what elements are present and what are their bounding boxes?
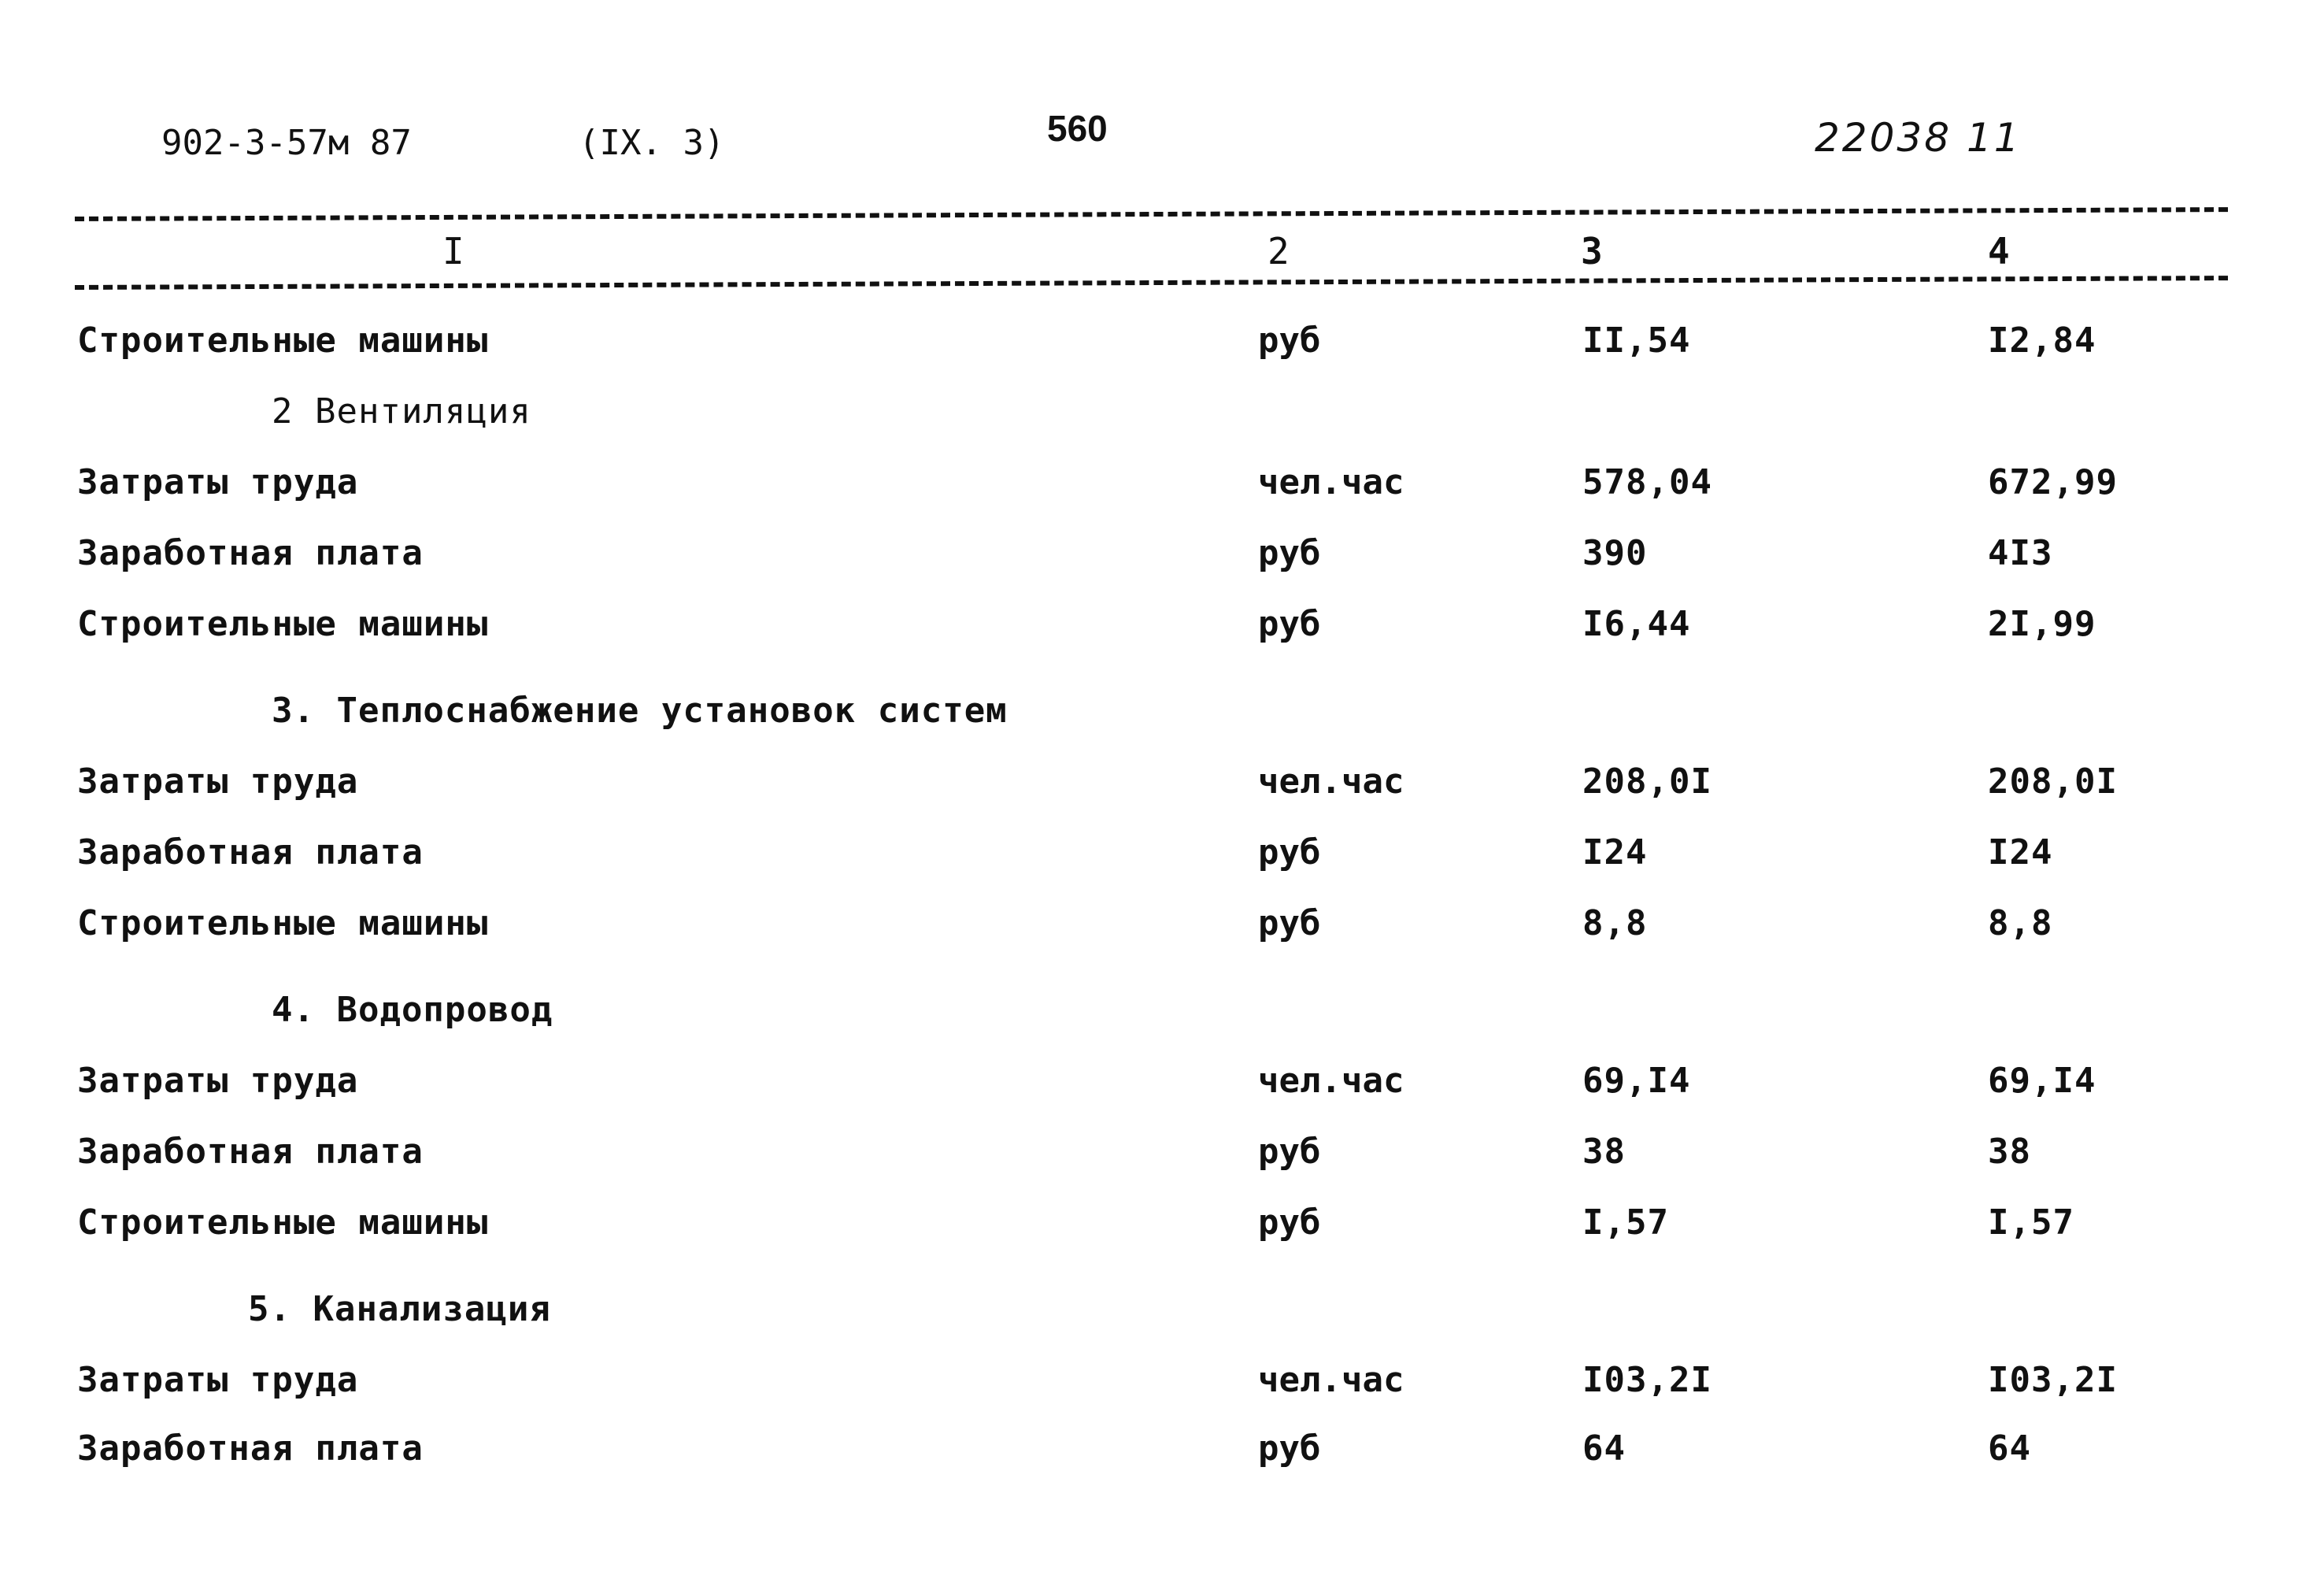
row-name: Заработная плата [77,1132,424,1172]
row-name: Строительные машины [77,1202,489,1243]
row-value-col3: 69,I4 [1582,1061,1691,1101]
row-value-col4: I24 [1988,832,2053,873]
table-row [0,317,2324,365]
row-value-col3: I24 [1582,832,1648,873]
section-reference: (IX. 3) [579,123,725,163]
table-row [0,1357,2324,1404]
row-value-col3: 578,04 [1582,462,1712,502]
table-row [0,1425,2324,1473]
row-unit: руб [1258,903,1321,943]
table-row [0,1199,2324,1247]
row-value-col3: 64 [1582,1428,1626,1469]
row-value-col3: 390 [1582,533,1648,573]
row-value-col4: 208,0I [1988,761,2118,802]
row-unit: чел.час [1258,761,1404,802]
column-number-2: 2 [1267,230,1290,272]
row-unit: руб [1258,832,1321,873]
column-number-4: 4 [1988,230,2010,272]
row-value-col3: 208,0I [1582,761,1712,802]
row-value-col4: 2I,99 [1988,604,2096,644]
table-row [0,1058,2324,1105]
row-unit: чел.час [1258,1061,1404,1101]
table-row [0,530,2324,577]
row-name: Заработная плата [77,832,424,873]
row-value-col4: I2,84 [1988,320,2096,361]
table-row [0,900,2324,947]
row-value-col4: I03,2I [1988,1360,2118,1400]
row-value-col3: 8,8 [1582,903,1648,943]
handwritten-reference: 22038 11 [1815,115,2022,161]
row-unit: чел.час [1258,462,1404,502]
row-value-col4: 4I3 [1988,533,2053,573]
table-row [0,829,2324,876]
row-value-col3: I03,2I [1582,1360,1712,1400]
row-value-col4: 38 [1988,1132,2031,1172]
row-name: Затраты труда [77,462,359,502]
row-name: Строительные машины [77,604,489,644]
section-title-sewerage: 5. Канализация [248,1289,551,1329]
table-top-rule [75,207,2228,221]
row-value-col4: I,57 [1988,1202,2074,1243]
table-row [0,758,2324,806]
row-value-col3: II,54 [1582,320,1691,361]
section-title-heat-supply: 3. Теплоснабжение установок систем [272,691,1008,731]
section-title-water-supply: 4. Водопровод [272,990,553,1030]
document-code: 902-3-57м 87 [161,123,412,163]
row-unit: руб [1258,604,1321,644]
table-header-rule [75,276,2228,290]
column-number-3: 3 [1581,230,1603,272]
table-row [0,601,2324,648]
row-unit: руб [1258,1132,1321,1172]
row-name: Строительные машины [77,320,489,361]
row-unit: руб [1258,1428,1321,1469]
row-value-col4: 69,I4 [1988,1061,2096,1101]
section-title-ventilation: 2 Вентиляция [272,391,531,432]
row-name: Затраты труда [77,761,359,802]
row-value-col4: 64 [1988,1428,2031,1469]
row-value-col4: 8,8 [1988,903,2053,943]
row-name: Строительные машины [77,903,489,943]
row-value-col3: I6,44 [1582,604,1691,644]
column-number-1: I [442,230,464,272]
row-value-col3: I,57 [1582,1202,1669,1243]
row-unit: чел.час [1258,1360,1404,1400]
row-unit: руб [1258,1202,1321,1243]
row-name: Затраты труда [77,1360,359,1400]
row-value-col4: 672,99 [1988,462,2118,502]
row-unit: руб [1258,533,1321,573]
page-number: 560 [1047,108,1108,149]
row-name: Заработная плата [77,533,424,573]
table-row [0,1128,2324,1176]
row-name: Заработная плата [77,1428,424,1469]
row-value-col3: 38 [1582,1132,1626,1172]
table-row [0,459,2324,506]
row-unit: руб [1258,320,1321,361]
row-name: Затраты труда [77,1061,359,1101]
